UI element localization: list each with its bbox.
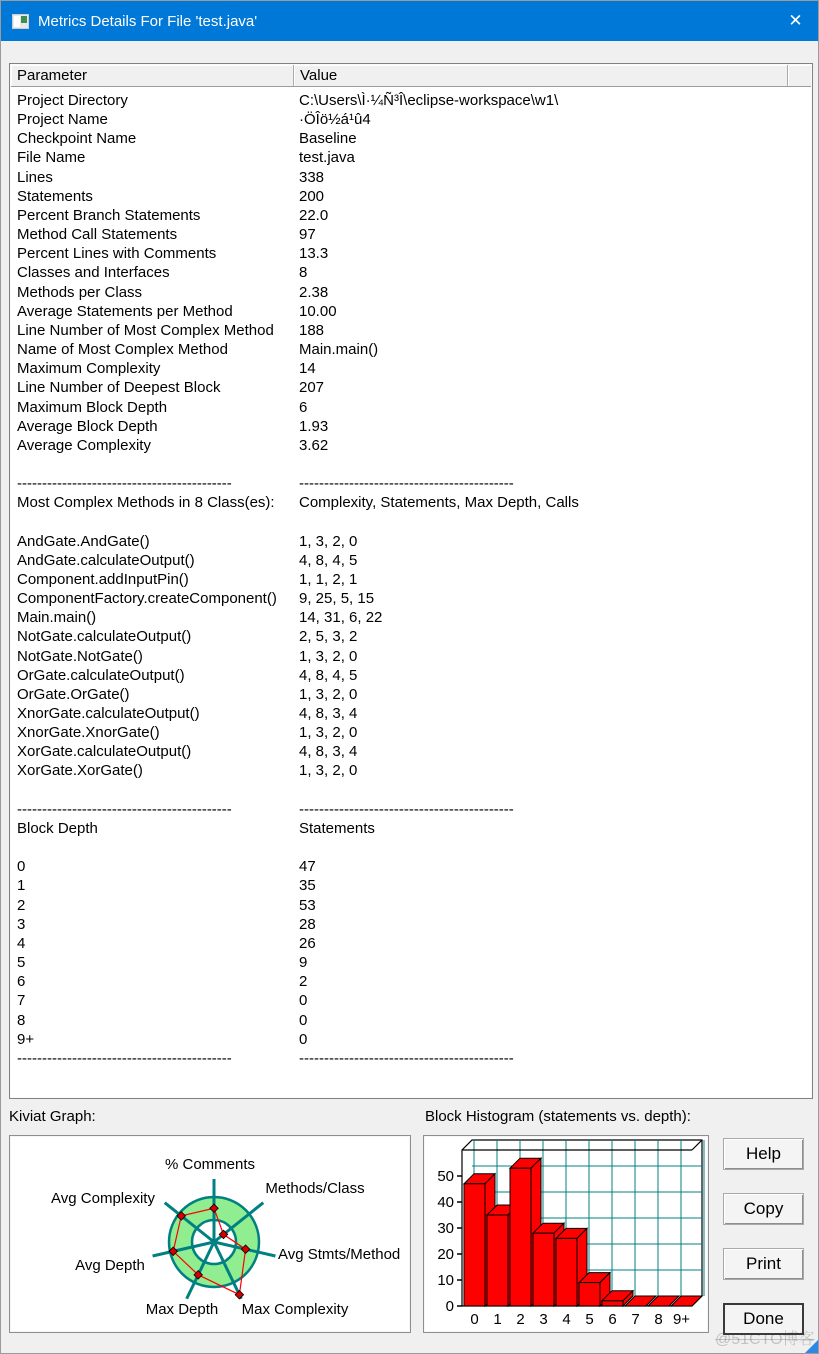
table-row[interactable] — [11, 589, 811, 608]
table-row[interactable] — [11, 761, 811, 780]
table-row[interactable] — [11, 781, 811, 800]
param-cell: File Name — [17, 149, 86, 167]
svg-text:6: 6 — [608, 1311, 617, 1328]
table-row[interactable] — [11, 1011, 811, 1030]
table-row[interactable] — [11, 704, 811, 723]
table-row[interactable] — [11, 129, 811, 148]
table-row[interactable] — [11, 876, 811, 895]
param-cell: Maximum Block Depth — [17, 398, 168, 416]
table-row[interactable] — [11, 263, 811, 282]
param-cell: XnorGate.XnorGate() — [17, 724, 160, 742]
metrics-listview[interactable] — [9, 63, 813, 1099]
table-row[interactable] — [11, 627, 811, 646]
value-cell: ·ÖÎö½á¹û4 — [299, 111, 371, 129]
svg-text:Max Complexity: Max Complexity — [241, 1301, 349, 1318]
param-cell: Average Statements per Method — [17, 302, 233, 320]
close-icon: ✕ — [788, 11, 803, 30]
value-cell: 0 — [299, 1030, 308, 1048]
value-cell: 2, 5, 3, 2 — [299, 628, 358, 646]
value-cell: test.java — [299, 149, 355, 167]
table-row[interactable] — [11, 991, 811, 1010]
param-cell: Main.main() — [17, 609, 97, 627]
svg-text:0: 0 — [470, 1311, 479, 1328]
param-cell: 7 — [17, 992, 26, 1010]
param-cell: NotGate.NotGate() — [17, 647, 143, 665]
param-cell: Maximum Complexity — [17, 360, 161, 378]
value-cell: 6 — [299, 398, 308, 416]
param-cell: XorGate.XorGate() — [17, 762, 143, 780]
value-cell: 0 — [299, 992, 308, 1010]
svg-text:20: 20 — [437, 1246, 454, 1263]
param-cell: OrGate.OrGate() — [17, 685, 130, 703]
title-bar — [1, 1, 818, 41]
column-header-parameter[interactable]: Parameter — [11, 65, 294, 87]
value-cell: 4, 8, 4, 5 — [299, 666, 358, 684]
svg-text:Avg Stmts/Method: Avg Stmts/Method — [278, 1246, 401, 1263]
param-cell: AndGate.calculateOutput() — [17, 551, 195, 569]
value-cell: Main.main() — [299, 341, 379, 359]
svg-text:50: 50 — [437, 1168, 454, 1185]
svg-text:1: 1 — [493, 1311, 502, 1328]
param-cell: AndGate.AndGate() — [17, 532, 150, 550]
table-row[interactable] — [11, 570, 811, 589]
kiviat-chart — [10, 1136, 410, 1332]
table-row[interactable] — [11, 551, 811, 570]
table-row[interactable] — [11, 283, 811, 302]
param-cell: Name of Most Complex Method — [17, 341, 228, 359]
svg-text:Avg Depth: Avg Depth — [75, 1257, 145, 1274]
value-cell: ------------------------------------------- — [299, 475, 514, 493]
value-cell: 2.38 — [299, 283, 329, 301]
value-cell: 26 — [299, 934, 316, 952]
table-row[interactable] — [11, 685, 811, 704]
svg-text:10: 10 — [437, 1272, 454, 1289]
param-cell: ------------------------------------------- — [17, 800, 232, 818]
param-cell: Checkpoint Name — [17, 130, 137, 148]
value-cell: Complexity, Statements, Max Depth, Calls — [299, 494, 579, 512]
param-cell: XorGate.calculateOutput() — [17, 743, 192, 761]
table-row[interactable] — [11, 1030, 811, 1049]
param-cell: OrGate.calculateOutput() — [17, 666, 185, 684]
window-title: Metrics Details For File 'test.java' — [38, 12, 258, 30]
copy-button[interactable]: Copy — [723, 1193, 804, 1225]
value-cell: C:\Users\Ì·¼Ñ³Î\eclipse-workspace\w1\ — [299, 92, 559, 109]
value-cell: 1, 3, 2, 0 — [299, 724, 358, 742]
svg-text:Avg Complexity: Avg Complexity — [51, 1190, 155, 1207]
param-cell: NotGate.calculateOutput() — [17, 628, 192, 646]
param-cell: Average Block Depth — [17, 417, 158, 435]
help-button[interactable]: Help — [723, 1138, 804, 1170]
table-row[interactable] — [11, 819, 811, 838]
param-cell: Percent Branch Statements — [17, 206, 201, 224]
value-cell: 188 — [299, 321, 325, 339]
table-row[interactable] — [11, 608, 811, 627]
table-row[interactable] — [11, 206, 811, 225]
table-row[interactable] — [11, 168, 811, 187]
value-cell: ------------------------------------------- — [299, 1049, 514, 1067]
svg-text:Methods/Class: Methods/Class — [265, 1180, 365, 1197]
value-cell — [293, 512, 299, 531]
param-cell: 5 — [17, 954, 26, 972]
kiviat-graph-label: Kiviat Graph: — [9, 1108, 96, 1125]
table-row[interactable] — [11, 244, 811, 263]
table-row[interactable] — [11, 493, 811, 512]
param-cell: Component.addInputPin() — [17, 570, 189, 588]
table-row[interactable] — [11, 1049, 811, 1068]
table-row[interactable] — [11, 91, 811, 110]
value-cell: 4, 8, 4, 5 — [299, 551, 358, 569]
table-row[interactable] — [11, 857, 811, 876]
value-cell: 1, 3, 2, 0 — [299, 762, 358, 780]
value-cell: 10.00 — [299, 302, 337, 320]
close-button[interactable] — [773, 1, 818, 41]
param-cell: ------------------------------------------- — [17, 1049, 232, 1067]
svg-text:40: 40 — [437, 1194, 454, 1211]
param-cell — [11, 512, 293, 531]
table-row[interactable] — [11, 398, 811, 417]
param-cell: 9+ — [17, 1030, 35, 1048]
svg-text:4: 4 — [562, 1311, 571, 1328]
table-row[interactable] — [11, 800, 811, 819]
param-cell — [11, 455, 293, 474]
value-cell: 22.0 — [299, 206, 329, 224]
column-header-filler — [788, 65, 811, 87]
table-row[interactable] — [11, 187, 811, 206]
block-histogram-label: Block Histogram (statements vs. depth): — [425, 1108, 691, 1125]
value-cell: 200 — [299, 187, 325, 205]
param-cell: Most Complex Methods in 8 Class(es): — [17, 494, 275, 512]
param-cell: 3 — [17, 915, 26, 933]
param-cell: ComponentFactory.createComponent() — [17, 590, 277, 608]
value-cell: 14, 31, 6, 22 — [299, 609, 383, 627]
table-row[interactable] — [11, 532, 811, 551]
value-cell: 97 — [299, 226, 316, 244]
print-button[interactable]: Print — [723, 1248, 804, 1280]
svg-text:3: 3 — [539, 1311, 548, 1328]
svg-text:% Comments: % Comments — [164, 1156, 256, 1173]
value-cell: 207 — [299, 379, 325, 397]
svg-text:5: 5 — [585, 1311, 594, 1328]
value-cell — [293, 781, 299, 800]
param-cell: 6 — [17, 973, 26, 991]
table-row[interactable] — [11, 436, 811, 455]
table-row[interactable] — [11, 742, 811, 761]
param-cell: Method Call Statements — [17, 226, 178, 244]
table-row[interactable] — [11, 723, 811, 742]
param-cell: Line Number of Deepest Block — [17, 379, 221, 397]
value-cell: 4, 8, 3, 4 — [299, 743, 358, 761]
done-button[interactable]: Done — [723, 1303, 804, 1335]
table-row[interactable] — [11, 321, 811, 340]
param-cell: 1 — [17, 877, 26, 895]
table-row[interactable] — [11, 359, 811, 378]
param-cell: 8 — [17, 1011, 26, 1029]
value-cell: ------------------------------------------- — [299, 800, 514, 818]
value-cell: 4, 8, 3, 4 — [299, 705, 358, 722]
value-cell: 1, 3, 2, 0 — [299, 685, 358, 703]
value-cell — [293, 838, 299, 857]
table-row[interactable] — [11, 838, 811, 857]
param-cell: 4 — [17, 934, 26, 952]
param-cell: Project Name — [17, 111, 108, 129]
svg-text:9+: 9+ — [672, 1311, 691, 1328]
table-row[interactable] — [11, 647, 811, 666]
svg-text:30: 30 — [437, 1220, 454, 1237]
value-cell: 53 — [299, 896, 316, 914]
kiviat-graph-panel — [9, 1135, 411, 1333]
table-row[interactable] — [11, 953, 811, 972]
table-row[interactable] — [11, 455, 811, 474]
table-row[interactable] — [11, 417, 811, 436]
value-cell: 13.3 — [299, 245, 329, 263]
svg-text:8: 8 — [654, 1311, 663, 1328]
param-cell: Line Number of Most Complex Method — [17, 321, 274, 339]
value-cell — [293, 455, 299, 474]
block-histogram-panel — [423, 1135, 709, 1333]
value-cell: 1, 3, 2, 0 — [299, 532, 358, 550]
param-cell: XnorGate.calculateOutput() — [17, 705, 200, 722]
app-window-icon — [12, 14, 29, 29]
table-row[interactable] — [11, 666, 811, 685]
svg-text:2: 2 — [516, 1311, 525, 1328]
column-header-value[interactable]: Value — [294, 65, 788, 87]
param-cell: 0 — [17, 858, 26, 876]
value-cell: 1, 3, 2, 0 — [299, 647, 358, 665]
metrics-table-body — [11, 87, 811, 1097]
param-cell: Project Directory — [17, 92, 128, 109]
table-row[interactable] — [11, 225, 811, 244]
value-cell: 0 — [299, 1011, 308, 1029]
param-cell: ------------------------------------------- — [17, 475, 232, 493]
table-row[interactable] — [11, 378, 811, 397]
table-row[interactable] — [11, 972, 811, 991]
value-cell: 9, 25, 5, 15 — [299, 590, 375, 608]
param-cell — [11, 781, 293, 800]
table-row[interactable] — [11, 302, 811, 321]
svg-text:7: 7 — [631, 1311, 640, 1328]
param-cell: Classes and Interfaces — [17, 264, 170, 282]
svg-text:0: 0 — [445, 1298, 454, 1315]
histogram-chart — [424, 1136, 708, 1332]
watermark: @51CTO博客 — [715, 1331, 815, 1348]
table-row[interactable] — [11, 896, 811, 915]
param-cell: Percent Lines with Comments — [17, 245, 217, 263]
value-cell: 3.62 — [299, 436, 329, 454]
value-cell: 1, 1, 2, 1 — [299, 570, 358, 588]
value-cell: 8 — [299, 264, 308, 282]
value-cell: Baseline — [299, 130, 357, 148]
value-cell: 14 — [299, 360, 316, 378]
param-cell: Methods per Class — [17, 283, 143, 301]
resize-corner-triangle — [805, 1340, 818, 1353]
table-row[interactable] — [11, 110, 811, 129]
table-row[interactable] — [11, 148, 811, 167]
param-cell: Average Complexity — [17, 436, 151, 454]
value-cell: 28 — [299, 915, 316, 933]
table-row[interactable] — [11, 934, 811, 953]
table-row[interactable] — [11, 340, 811, 359]
param-cell: 2 — [17, 896, 26, 914]
table-row[interactable] — [11, 915, 811, 934]
value-cell: 1.93 — [299, 417, 329, 435]
svg-text:Max Depth: Max Depth — [145, 1301, 219, 1318]
table-row[interactable] — [11, 512, 811, 531]
param-cell: Lines — [17, 168, 53, 186]
value-cell: 2 — [299, 973, 308, 991]
param-cell — [11, 838, 293, 857]
value-cell: 47 — [299, 858, 316, 876]
table-row[interactable] — [11, 474, 811, 493]
param-cell: Statements — [17, 187, 93, 205]
listview-header — [11, 65, 811, 87]
value-cell: 338 — [299, 168, 325, 186]
param-cell: Block Depth — [17, 819, 98, 837]
value-cell: 9 — [299, 954, 308, 972]
value-cell: Statements — [299, 819, 375, 837]
value-cell: 35 — [299, 877, 316, 895]
